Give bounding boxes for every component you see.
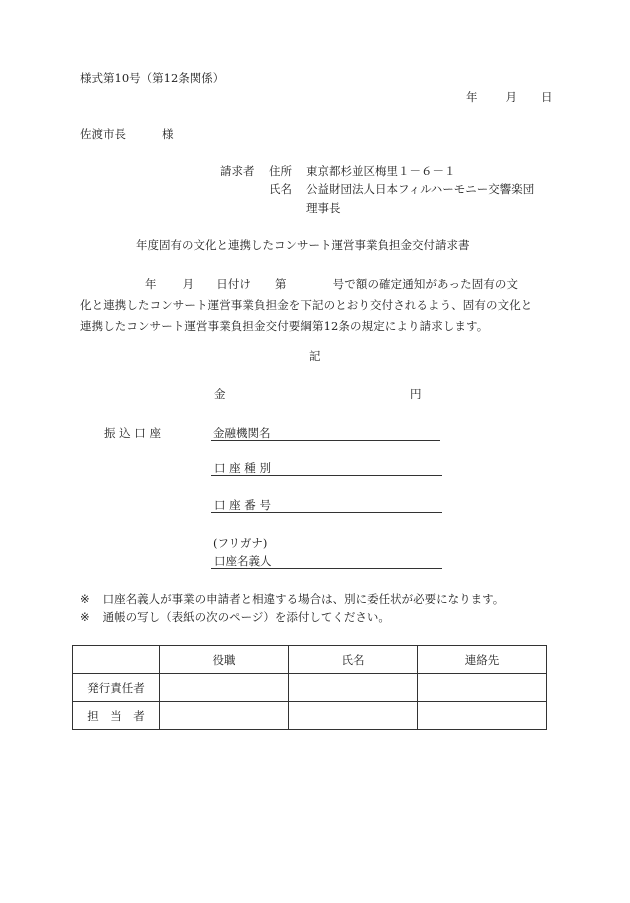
institution-label: 金融機関名	[213, 426, 271, 440]
staff-position-cell[interactable]	[160, 702, 289, 730]
furigana-label: (フリガナ)	[213, 536, 268, 550]
address-label: 住所	[269, 164, 292, 178]
date-day: 日	[541, 90, 553, 104]
date-year: 年	[466, 90, 478, 104]
issuer-name-cell[interactable]	[289, 674, 418, 702]
row-label-issuer: 発行責任者	[73, 674, 160, 702]
form-number: 様式第10号（第12条関係）	[80, 71, 225, 85]
table-header-row	[73, 646, 547, 674]
note-text: 通帳の写し（表紙の次のページ）を添付してください。	[102, 610, 390, 624]
claimant-title: 理事長	[306, 201, 341, 215]
responsibility-table	[72, 645, 547, 730]
row-label-staff: 担 当 者	[73, 702, 160, 730]
claimant-name: 公益財団法人日本フィルハーモニー交響楽団	[306, 182, 535, 196]
addressee	[80, 129, 174, 141]
institution-field[interactable]	[211, 425, 440, 441]
table-row	[73, 674, 547, 702]
bank-section-label: 振 込 口 座	[104, 426, 161, 440]
note-1	[80, 594, 504, 606]
body-line-1: 年 月 日付け 第 号で額の確定通知があった固有の文	[145, 277, 519, 291]
document-title: 年度固有の文化と連携したコンサート運営事業負担金交付請求書	[136, 238, 470, 252]
claimant-label: 請求者	[220, 164, 255, 178]
addressee-honorific: 様	[162, 127, 174, 141]
account-type-label: 口 座 種 別	[214, 461, 271, 475]
account-type-field[interactable]	[211, 460, 442, 476]
claimant-address: 東京都杉並区梅里１－６－１	[306, 164, 456, 178]
ki-mark: 記	[309, 349, 321, 363]
holder-field[interactable]	[211, 553, 442, 569]
note-2	[80, 612, 390, 624]
amount-unit: 円	[410, 387, 422, 401]
addressee-name: 佐渡市長	[80, 127, 126, 141]
body-line-2: 化と連携したコンサート運営事業負担金を下記のとおり交付されるよう、固有の文化と	[80, 298, 533, 312]
issuer-contact-cell[interactable]	[418, 674, 547, 702]
account-number-field[interactable]	[211, 497, 442, 513]
note-text: 口座名義人が事業の申請者と相違する場合は、別に委任状が必要になります。	[102, 592, 505, 606]
table-header-name: 氏名	[289, 646, 418, 674]
table-row	[73, 702, 547, 730]
holder-label: 口座名義人	[214, 554, 272, 568]
issuer-position-cell[interactable]	[160, 674, 289, 702]
staff-name-cell[interactable]	[289, 702, 418, 730]
table-header-contact: 連絡先	[418, 646, 547, 674]
amount-label: 金	[214, 387, 226, 401]
name-label: 氏名	[269, 182, 292, 196]
date-line	[466, 92, 553, 104]
note-mark: ※	[80, 592, 90, 606]
date-month: 月	[505, 90, 517, 104]
body-line-3: 連携したコンサート運営事業負担金交付要綱第12条の規定により請求します。	[80, 319, 489, 333]
table-header-blank	[73, 646, 160, 674]
account-number-label: 口 座 番 号	[214, 498, 271, 512]
table-header-position: 役職	[160, 646, 289, 674]
staff-contact-cell[interactable]	[418, 702, 547, 730]
note-mark: ※	[80, 610, 90, 624]
request-body	[80, 274, 552, 337]
